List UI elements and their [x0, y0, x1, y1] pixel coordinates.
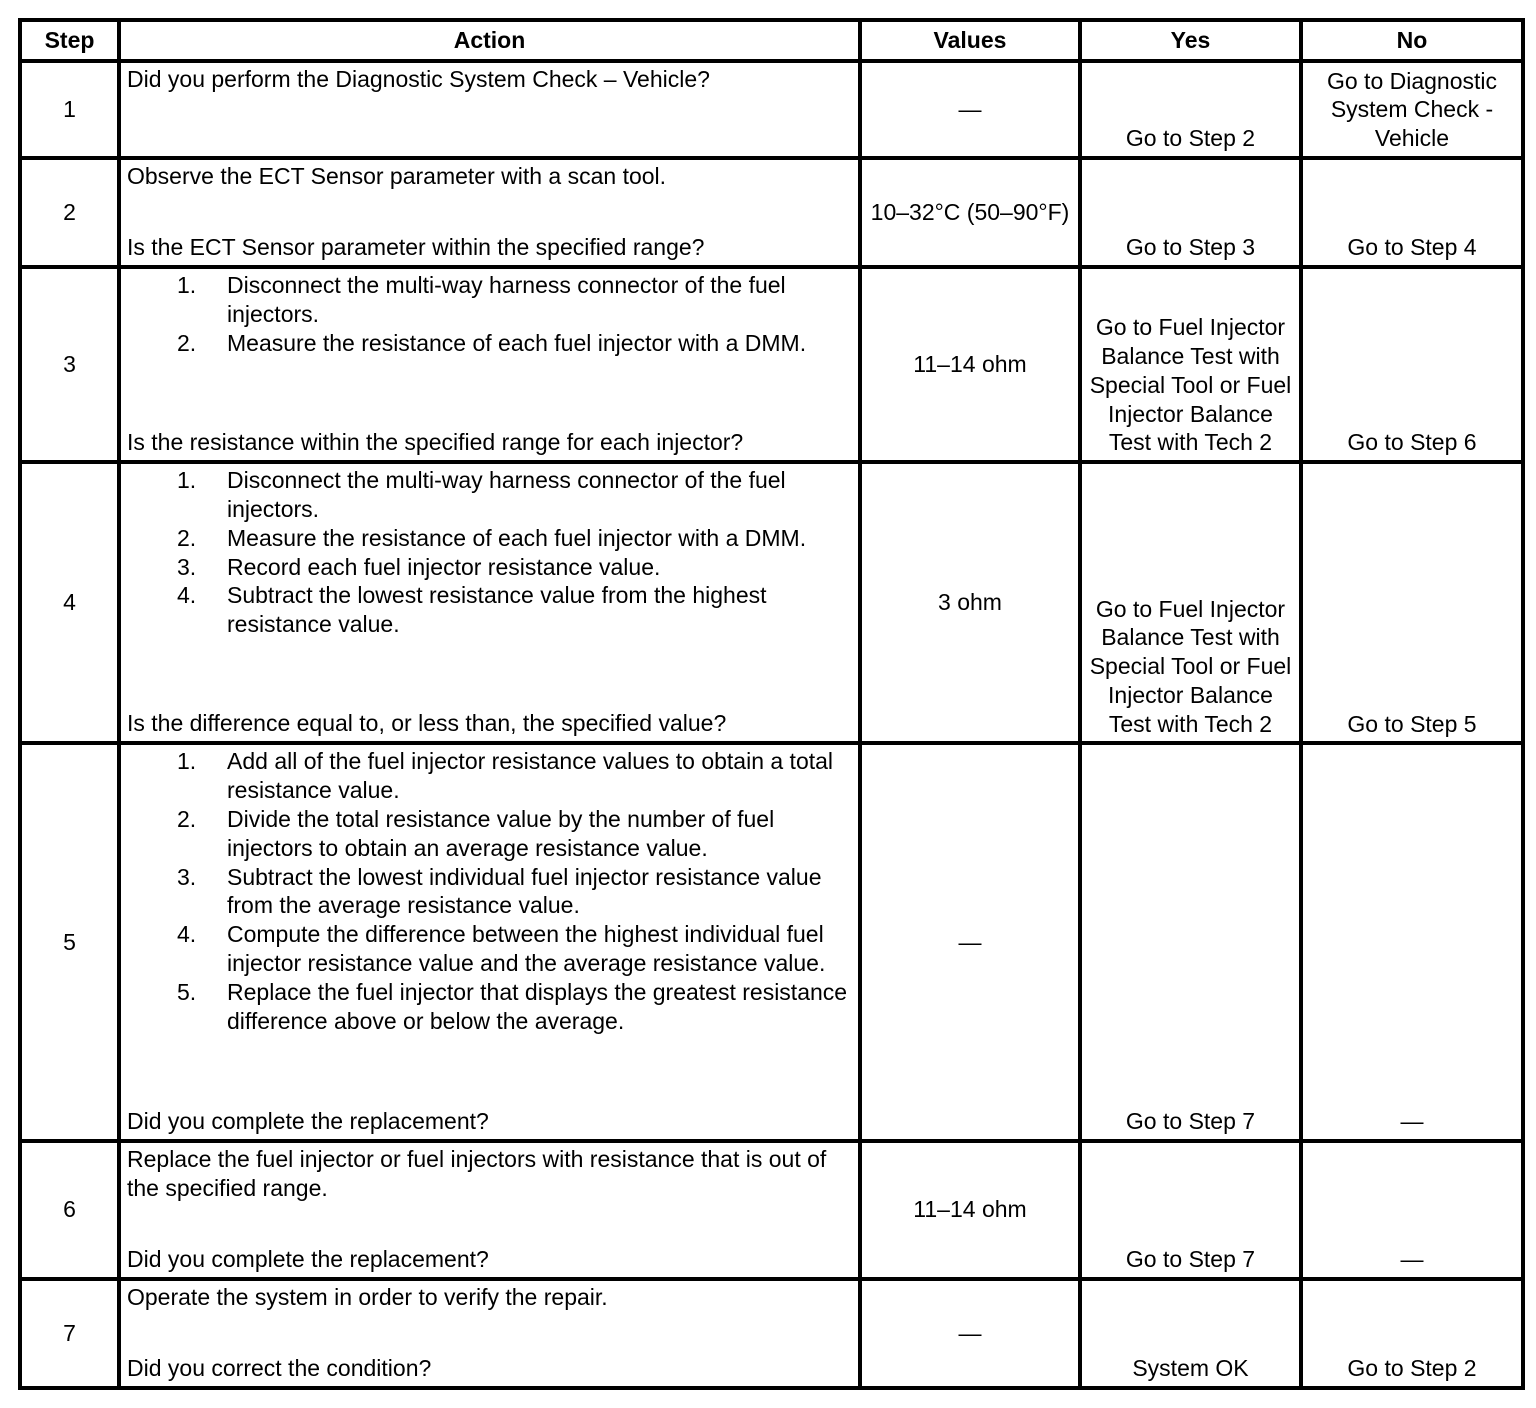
yes-cell: Go to Step 3	[1080, 158, 1301, 267]
no-cell: —	[1301, 743, 1523, 1140]
action-cell	[119, 267, 860, 462]
yes-cell: Go to Step 7	[1080, 743, 1301, 1140]
action-question: Is the difference equal to, or less than, the specified value?	[127, 710, 727, 737]
diagnostic-table	[18, 18, 1525, 1390]
substep: 1. Add all of the fuel injector resistance values to obtain a total resistance value.	[177, 748, 834, 804]
value-cell: 3 ohm	[860, 462, 1080, 743]
header-values: Values	[860, 20, 1080, 61]
action-question: Did you complete the replacement?	[127, 1245, 489, 1272]
header-no: No	[1301, 20, 1523, 61]
substep: 2. Measure the resistance of each fuel injector with a DMM.	[177, 524, 807, 551]
substep: 3. Record each fuel injector resistance value.	[177, 553, 661, 580]
substep: 2. Divide the total resistance value by the number of fuel injectors to obtain an average resistance value.	[177, 806, 775, 861]
step-number: 7	[20, 1279, 119, 1388]
value-cell: —	[860, 61, 1080, 158]
action-cell	[119, 743, 860, 1140]
substep-list	[127, 466, 852, 639]
substep-list	[127, 271, 852, 357]
substep: 2. Measure the resistance of each fuel injector with a DMM.	[177, 329, 807, 356]
action-cell	[119, 462, 860, 743]
step-number: 3	[20, 267, 119, 462]
table-row	[20, 1279, 1523, 1388]
action-question: Is the ECT Sensor parameter within the specified range?	[127, 234, 705, 261]
yes-cell: Go to Fuel Injector Balance Test with Special Tool or Fuel Injector Balance Test with Tech 2	[1080, 462, 1301, 743]
value-cell: 11–14 ohm	[860, 267, 1080, 462]
value-cell: —	[860, 1279, 1080, 1388]
no-cell: Go to Step 5	[1301, 462, 1523, 743]
table-row	[20, 1141, 1523, 1279]
substep: 1. Disconnect the multi-way harness connector of the fuel injectors.	[177, 272, 786, 327]
value-cell: 11–14 ohm	[860, 1141, 1080, 1279]
action-question: Is the resistance within the specified range for each injector?	[127, 429, 744, 456]
value-cell: —	[860, 743, 1080, 1140]
header-step: Step	[20, 20, 119, 61]
action-text: Operate the system in order to verify the repair.	[127, 1283, 608, 1310]
table-row	[20, 61, 1523, 158]
header-action: Action	[119, 20, 860, 61]
action-cell	[119, 158, 860, 267]
value-cell: 10–32°C (50–90°F)	[860, 158, 1080, 267]
table-row	[20, 743, 1523, 1140]
yes-cell: System OK	[1080, 1279, 1301, 1388]
step-number: 2	[20, 158, 119, 267]
no-cell: Go to Diagnostic System Check - Vehicle	[1301, 61, 1523, 158]
substep: 4. Compute the difference between the highest individual fuel injector resistance value and the average resistance value.	[177, 921, 826, 977]
substep: 4. Subtract the lowest resistance value from the highest resistance value.	[177, 582, 767, 638]
action-text: Did you perform the Diagnostic System Check – Vehicle?	[127, 66, 710, 92]
yes-cell: Go to Fuel Injector Balance Test with Special Tool or Fuel Injector Balance Test with Tech 2	[1080, 267, 1301, 462]
substep: 5. Replace the fuel injector that displays the greatest resistance difference above or below the average.	[177, 978, 848, 1034]
step-number: 1	[20, 61, 119, 158]
yes-cell: Go to Step 7	[1080, 1141, 1301, 1279]
action-text: Observe the ECT Sensor parameter with a scan tool.	[127, 163, 667, 190]
no-cell: Go to Step 4	[1301, 158, 1523, 267]
substep-list	[127, 747, 852, 1035]
step-number: 4	[20, 462, 119, 743]
action-cell	[119, 1141, 860, 1279]
step-number: 6	[20, 1141, 119, 1279]
header-yes: Yes	[1080, 20, 1301, 61]
no-cell: Go to Step 2	[1301, 1279, 1523, 1388]
action-cell	[119, 1279, 860, 1388]
action-question: Did you complete the replacement?	[127, 1107, 489, 1134]
table-row	[20, 462, 1523, 743]
substep: 1. Disconnect the multi-way harness connector of the fuel injectors.	[177, 467, 786, 523]
table-row	[20, 158, 1523, 267]
table-row	[20, 267, 1523, 462]
no-cell: Go to Step 6	[1301, 267, 1523, 462]
action-text: Replace the fuel injector or fuel injectors with resistance that is out of the specified range.	[127, 1145, 827, 1201]
substep: 3. Subtract the lowest individual fuel injector resistance value from the average resistance value.	[177, 863, 822, 919]
yes-cell: Go to Step 2	[1080, 61, 1301, 158]
action-question: Did you correct the condition?	[127, 1355, 432, 1382]
step-number: 5	[20, 743, 119, 1140]
action-cell	[119, 61, 860, 158]
header-row	[20, 20, 1523, 61]
no-cell: —	[1301, 1141, 1523, 1279]
